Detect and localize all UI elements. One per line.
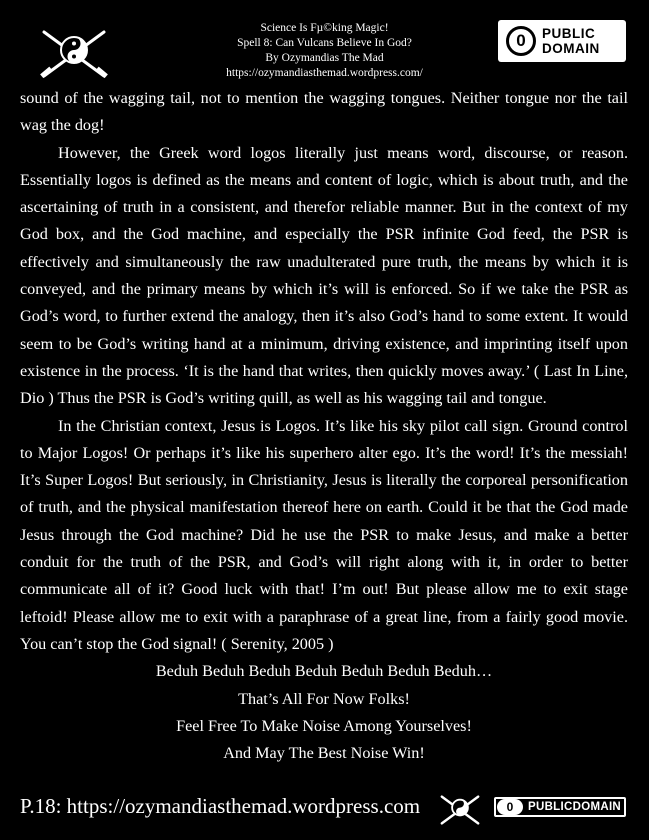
spell-title: Spell 8: Can Vulcans Believe In God? [237,37,412,49]
badge-line-1: PUBLIC [542,26,596,41]
badge-text: PUBLICDOMAIN [528,801,622,813]
page-number-url: P.18: https://ozymandiasthemad.wordpress.com [20,794,421,818]
public-domain-badge [498,20,626,62]
page-footer [0,790,649,830]
yin-yang-crossed-swords-icon [38,26,110,82]
book-title: Science Is Fµ©king Magic! [260,22,389,34]
header-text [170,21,479,81]
closing-line: Beduh Beduh Beduh Beduh Beduh Beduh Beduh… [155,662,493,681]
author-line: By Ozymandias The Mad [265,52,384,64]
public-domain-icon: 0 [497,799,523,815]
closing-line: That’s All For Now Folks! [238,689,410,708]
public-domain-badge-small [494,797,626,817]
header-url: https://ozymandiasthemad.wordpress.com/ [226,67,423,79]
paragraph: sound of the wagging tail, not to mention the wagging tongues. Neither tongue nor the tail wag the dog! [20,89,628,135]
page-body [20,85,628,767]
paragraph: In the Christian context, Jesus is Logos. It’s like his sky pilot call sign. Ground control to Major Logos! Or perhaps it’s like his superhero alter ego. It’s the word! It’s the messiah! It’s Super Logos! But seriously, in Christianity, Jesus is literally the corporeal personification of truth, and the physical manifestation thereof here on earth. Could it be that the God made Jesus through the God machine? Did he use the PSR to make Jesus, and make a better conduit for the truth of the PSR, and God’s will right along with it, in order to better communicate all of it? Good luck with that! I’m out! But please allow me to exit stage leftoid! Please allow me to exit with a paraphrase of a great line, from a fairly good movie. You can’t stop the God signal! ( Serenity, 2005 ) [20,416,628,653]
closing-line: Feel Free To Make Noise Among Yourselves! [176,716,472,735]
badge-line-2: DOMAIN [542,41,600,56]
public-domain-icon: 0 [506,26,536,56]
page-header [0,18,649,80]
paragraph: However, the Greek word logos literally just means word, discourse, or reason. Essentially logos is defined as the means and content of logic, which is about truth, and the ascertaining of truth in a consistent, and therefor reliable manner. But in the context of my God box, and the God machine, and especially the PSR infinite God feed, the PSR is effectively and simultaneously the raw unadulterated pure truth, the means by which it is conveyed, and the primary means by which it’s will is enforced. So if we take the PSR as God’s word, to further extend the analogy, then it’s also God’s hand to some extent. It would seem to be God’s writing hand at a minimum, driving existence, and imprinting itself upon existence in the process. ‘It is the hand that writes, then quickly moves away.’ ( Last In Line, Dio ) Thus the PSR is God’s writing quill, as well as his wagging tail and tongue. [20,143,628,408]
closing-line: And May The Best Noise Win! [223,744,425,763]
yin-yang-crossed-swords-icon [438,793,482,827]
